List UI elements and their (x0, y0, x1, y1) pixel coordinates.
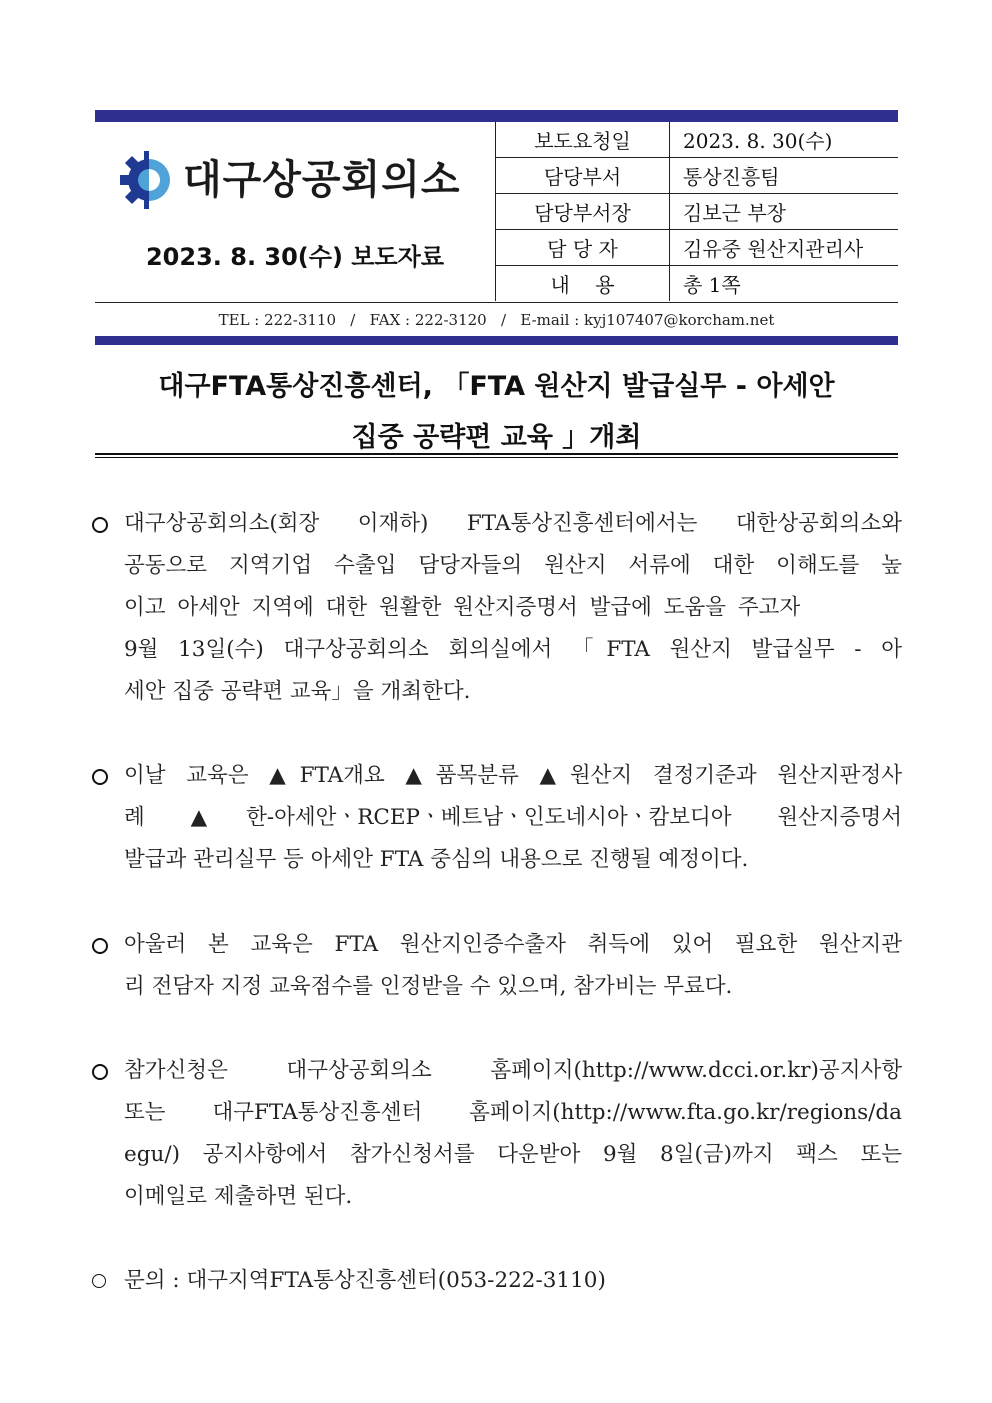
press-release-title (95, 363, 898, 462)
circle-bullet-icon (92, 769, 108, 785)
header-divider (95, 302, 898, 303)
info-value: 김보근 부장 (670, 194, 899, 230)
paragraph-line: 례 ▲한-아세안ㆍRCEPㆍ베트남ㆍ인도네시아ㆍ캄보디아 원산지증명서 (124, 805, 902, 830)
release-date-heading: 2023. 8. 30(수) 보도자료 (145, 243, 445, 271)
circle-bullet-icon (92, 517, 108, 533)
info-label: 내 용 (496, 266, 670, 302)
paragraph-line: 대구상공회의소(회장 이재하) FTA통상진흥센터에서는 대한상공회의소와 (124, 511, 902, 536)
info-label: 담당부서 (496, 158, 670, 194)
info-value: 총 1쪽 (683, 273, 741, 297)
paragraph-line: 9월 13일(수) 대구상공회의소 회의실에서 「FTA 원산지 발급실무 - 아 (124, 637, 902, 662)
organization-name: 대구상공회의소 (183, 157, 461, 203)
info-label: 보도요청일 (496, 122, 670, 158)
organization-logo (119, 150, 460, 210)
info-label: 담 당 자 (496, 230, 670, 266)
info-row (496, 230, 899, 266)
header-bottom-bar (95, 336, 898, 345)
title-line-2: 집중 공략편 교육 」개최 (351, 422, 642, 453)
info-label: 담당부서장 (496, 194, 670, 230)
title-underline (95, 457, 898, 458)
paragraph-line: 이고 아세안 지역에 대한 원활한 원산지증명서 발급에 도움을 주고자 (124, 595, 801, 620)
header-left-panel (95, 122, 495, 302)
paragraph-line: 참가신청은 대구상공회의소 홈페이지(http://www.dcci.or.kr)공지사항 (124, 1058, 902, 1083)
title-underline (95, 453, 898, 455)
paragraph-line: 아울러 본 교육은 FTA 원산지인증수출자 취득에 있어 필요한 원산지관 (124, 932, 902, 957)
header-top-bar (95, 110, 898, 122)
circle-bullet-icon (92, 1064, 108, 1080)
paragraph-line: 리 전담자 지정 교육점수를 인정받을 수 있으며, 참가비는 무료다. (124, 974, 733, 999)
paragraph-line: 공동으로 지역기업 수출입 담당자들의 원산지 서류에 대한 이해도를 높 (124, 553, 902, 578)
circle-bullet-icon (92, 938, 108, 954)
inquiry-line: 문의 : 대구지역FTA통상진흥센터(053-222-3110) (124, 1268, 606, 1293)
circle-bullet-icon (92, 1274, 106, 1288)
info-row (496, 194, 899, 230)
info-value: 통상진흥팀 (670, 158, 899, 194)
release-info-table (495, 122, 898, 301)
title-line-1: 대구FTA통상진흥센터, 「FTA 원산지 발급실무 - 아세안 (158, 371, 835, 402)
info-value: 김유중 원산지관리사 (670, 230, 899, 266)
paragraph-line: 또는 대구FTA통상진흥센터 홈페이지(http://www.fta.go.kr/regions/da (124, 1100, 902, 1125)
paragraph-line: 이날 교육은 ▲FTA개요 ▲품목분류 ▲원산지 결정기준과 원산지판정사 (124, 763, 902, 788)
paragraph-line: egu/) 공지사항에서 참가신청서를 다운받아 9월 8일(금)까지 팩스 또는 (124, 1142, 902, 1167)
paragraph-line: 발급과 관리실무 등 아세안 FTA 중심의 내용으로 진행될 예정이다. (124, 847, 749, 872)
info-row (496, 158, 899, 194)
paragraph-line: 세안 집중 공략편 교육」을 개최한다. (124, 679, 471, 704)
info-value: 2023. 8. 30(수) (670, 122, 899, 158)
info-row (496, 266, 899, 302)
info-row (496, 122, 899, 158)
contact-info: TEL : 222-3110 / FAX : 222-3120 / E-mail : kyj107407@korcham.net (218, 311, 775, 329)
gear-logo-icon (119, 150, 179, 210)
paragraph-line: 이메일로 제출하면 된다. (124, 1184, 353, 1209)
